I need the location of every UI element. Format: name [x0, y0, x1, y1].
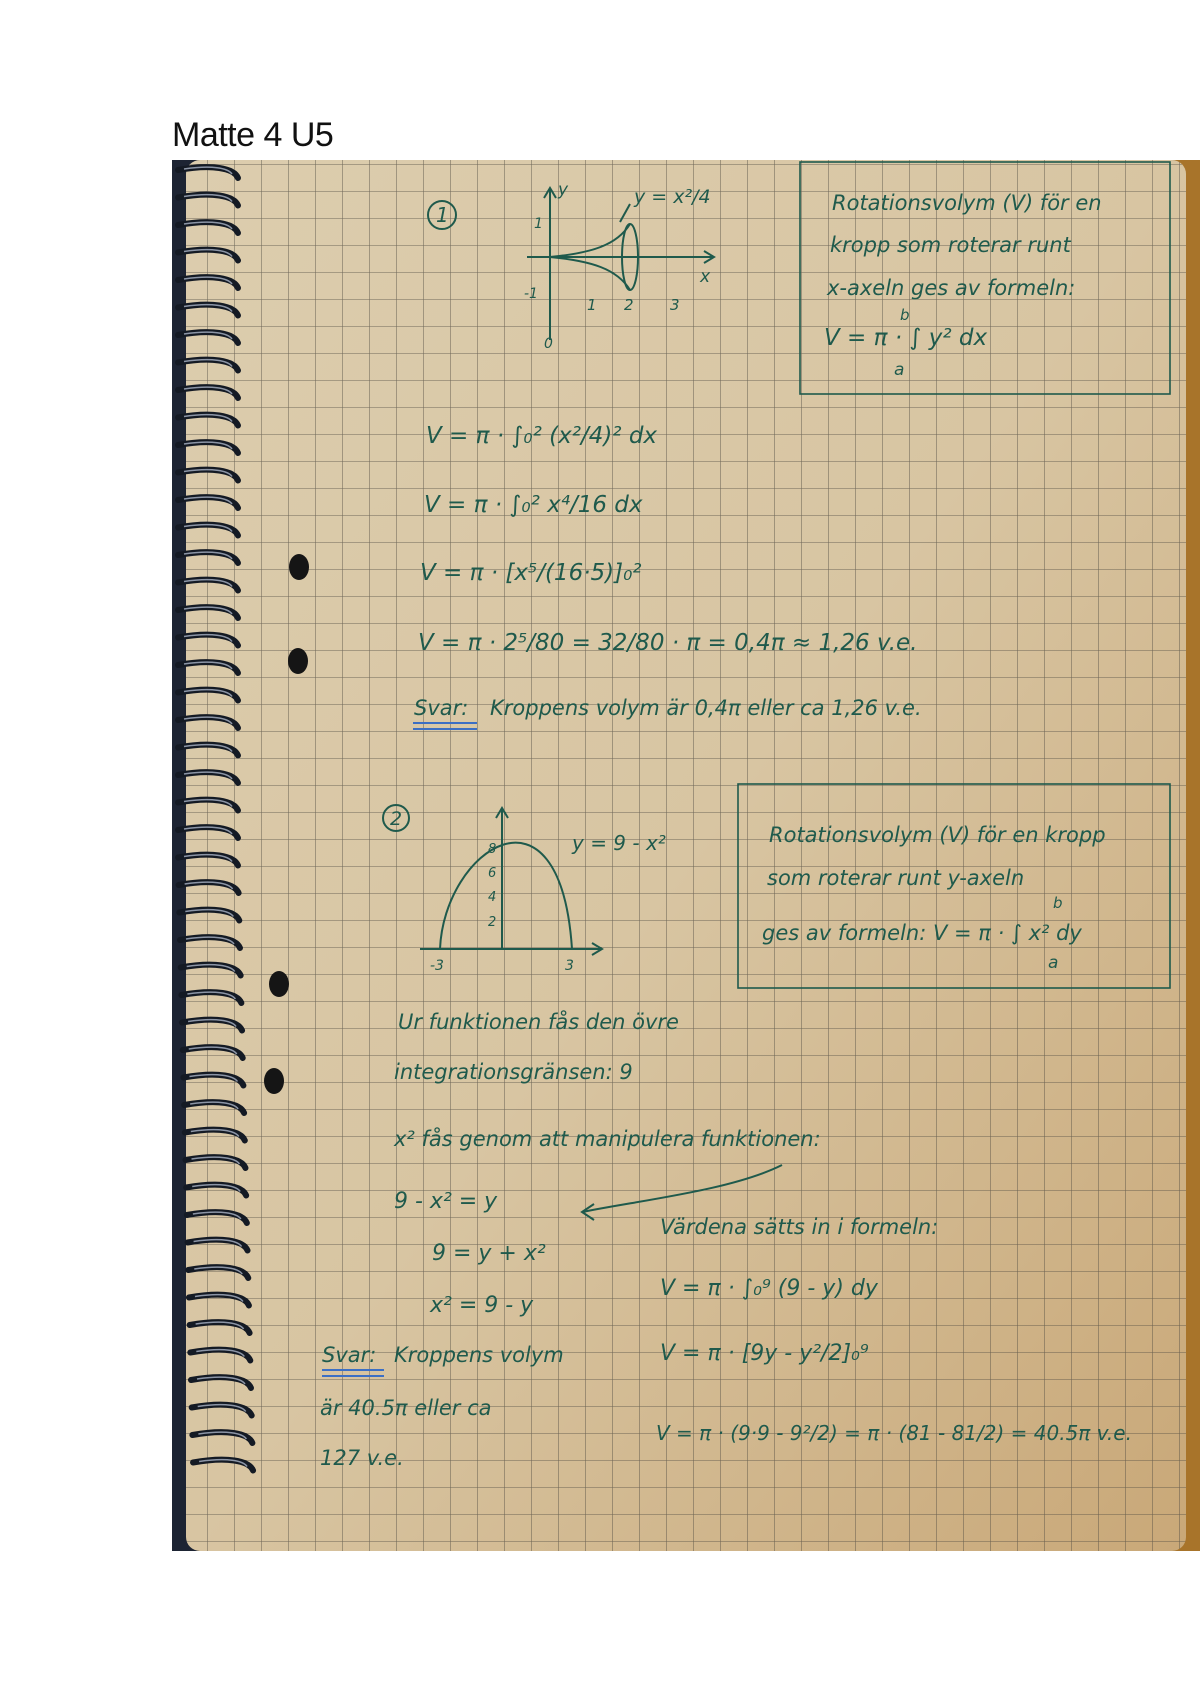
task1-tick-x3: 3 — [670, 296, 680, 314]
task2-text2: integrationsgränsen: 9 — [394, 1060, 633, 1084]
task2-right-step: V = π · ∫₀⁹ (9 - y) dy — [660, 1276, 878, 1301]
task1-tick-x1: 1 — [587, 296, 597, 314]
task1-box-line3: x-axeln ges av formeln: — [827, 276, 1076, 300]
punch-hole — [264, 1068, 284, 1094]
task2-box-line1: Rotationsvolym (V) för en kropp — [769, 823, 1106, 847]
punch-hole — [289, 554, 309, 580]
task2-right-step: V = π · [9y - y²/2]₀⁹ — [660, 1341, 869, 1366]
task1-tick-x2: 2 — [624, 296, 634, 314]
task2-answer-line2: är 40.5π eller ca — [320, 1396, 492, 1420]
task2-answer-line3: 127 v.e. — [320, 1446, 404, 1470]
task2-left-step: x² = 9 - y — [430, 1293, 534, 1318]
task1-number: 1 — [436, 203, 449, 227]
task1-answer-text: Kroppens volym är 0,4π eller ca 1,26 v.e. — [490, 696, 922, 720]
task2-right-title: Värdena sätts in i formeln: — [660, 1215, 939, 1239]
task1-step: V = π · [x⁵/(16·5)]₀² — [420, 560, 642, 586]
task2-tick: 8 — [488, 842, 497, 857]
document-title: Matte 4 U5 — [172, 116, 334, 154]
task2-function-label: y = 9 - x² — [572, 831, 666, 855]
task1-box-line2: kropp som roterar runt — [830, 233, 1071, 257]
task2-tick: -3 — [430, 958, 444, 974]
task1-box-line1: Rotationsvolym (V) för en — [832, 191, 1102, 215]
task1-step: V = π · ∫₀² x⁴/16 dx — [424, 492, 643, 518]
task1-step: V = π · ∫₀² (x²/4)² dx — [426, 423, 658, 449]
task1-x-axis-label: x — [700, 267, 711, 287]
task1-origin: 0 — [544, 336, 553, 352]
task1-y-axis-label: y — [558, 180, 569, 200]
task2-box-lower: a — [1048, 953, 1059, 973]
task2-answer-line1: Kroppens volym — [394, 1343, 564, 1367]
task2-text1: Ur funktionen fås den övre — [398, 1010, 679, 1034]
task1-tick-y-neg: -1 — [524, 286, 538, 302]
task2-left-step: 9 = y + x² — [432, 1241, 546, 1266]
notebook-photo — [172, 160, 1200, 1551]
task1-box-formula: V = π · ∫ y² dx — [824, 325, 988, 351]
task2-tick: 4 — [488, 890, 497, 905]
task2-text3: x² fås genom att manipulera funktionen: — [394, 1127, 821, 1151]
punch-hole — [269, 971, 289, 997]
task2-tick: 6 — [488, 866, 497, 881]
task2-box-line3: ges av formeln: V = π · ∫ x² dy — [762, 921, 1082, 945]
punch-hole — [288, 648, 308, 674]
task2-answer-label: Svar: — [322, 1343, 377, 1367]
task1-step: V = π · 2⁵/80 = 32/80 · π = 0,4π ≈ 1,26 v.e. — [418, 630, 918, 656]
task1-box-upper: b — [900, 306, 910, 324]
task1-tick-y-pos: 1 — [534, 216, 543, 232]
task2-number: 2 — [390, 808, 403, 830]
task2-right-step: V = π · (9·9 - 9²/2) = π · (81 - 81/2) = 40.5π v.e. — [656, 1421, 1132, 1445]
task2-tick: 2 — [488, 915, 497, 930]
task2-left-step: 9 - x² = y — [394, 1189, 498, 1214]
task1-box-lower: a — [894, 360, 905, 380]
task1-function-label: y = x²/4 — [634, 186, 711, 208]
task1-answer-label: Svar: — [414, 696, 469, 720]
task2-box-line2: som roterar runt y-axeln — [767, 866, 1025, 890]
task2-tick: 3 — [565, 958, 574, 974]
task2-box-upper: b — [1053, 894, 1063, 912]
